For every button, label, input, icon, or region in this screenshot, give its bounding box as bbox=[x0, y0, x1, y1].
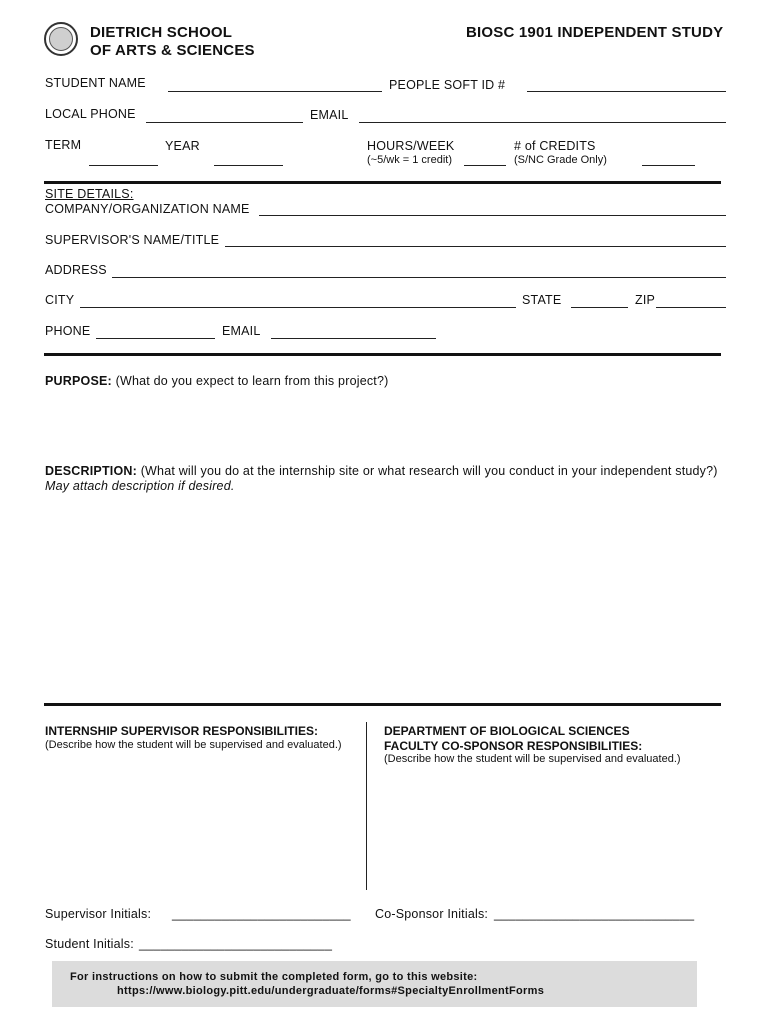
description-row bbox=[45, 464, 718, 478]
supervisor-responsibilities-title: INTERNSHIP SUPERVISOR RESPONSIBILITIES: bbox=[45, 724, 318, 738]
credits-note: (S/NC Grade Only) bbox=[514, 154, 607, 166]
description-label: DESCRIPTION: bbox=[45, 464, 137, 478]
footer-link[interactable]: https://www.biology.pitt.edu/undergraduate/forms#SpecialtyEnrollmentForms bbox=[117, 985, 545, 997]
supervisor-initials-label: Supervisor Initials: bbox=[45, 907, 152, 921]
site-details-heading: SITE DETAILS: bbox=[45, 187, 134, 201]
section-divider bbox=[44, 703, 721, 706]
peoplesoft-id-field[interactable] bbox=[527, 91, 726, 92]
local-phone-field[interactable] bbox=[146, 122, 303, 123]
zip-label: ZIP bbox=[635, 293, 656, 307]
cosponsor-initials-label: Co-Sponsor Initials: bbox=[375, 907, 489, 921]
footer-instructions-box bbox=[52, 961, 697, 1007]
address-label: ADDRESS bbox=[45, 263, 107, 277]
supervisor-responsibilities-prompt: (Describe how the student will be supervised and evaluated.) bbox=[45, 739, 342, 751]
form-title: BIOSC 1901 INDEPENDENT STUDY bbox=[466, 24, 724, 41]
zip-field[interactable] bbox=[656, 307, 726, 308]
term-field[interactable] bbox=[89, 165, 158, 166]
company-field[interactable] bbox=[259, 215, 726, 216]
description-prompt: (What will you do at the internship site or what research will you conduct in your independent study?) bbox=[140, 464, 718, 478]
site-email-field[interactable] bbox=[271, 338, 436, 339]
year-field[interactable] bbox=[214, 165, 283, 166]
column-divider bbox=[366, 722, 367, 890]
student-email-field[interactable] bbox=[359, 122, 726, 123]
hours-week-field[interactable] bbox=[464, 165, 506, 166]
credits-label: # of CREDITS bbox=[514, 139, 596, 153]
credits-field[interactable] bbox=[642, 165, 695, 166]
supervisor-field[interactable] bbox=[225, 246, 726, 247]
department-title: DEPARTMENT OF BIOLOGICAL SCIENCES bbox=[384, 724, 630, 738]
supervisor-label: SUPERVISOR'S NAME/TITLE bbox=[45, 233, 220, 247]
student-email-label: EMAIL bbox=[310, 108, 349, 122]
student-initials-label: Student Initials: bbox=[45, 937, 134, 951]
term-label: TERM bbox=[45, 138, 82, 152]
student-name-field[interactable] bbox=[168, 91, 382, 92]
city-label: CITY bbox=[45, 293, 75, 307]
footer-instructions-text: For instructions on how to submit the completed form, go to this website: bbox=[70, 971, 478, 983]
year-label: YEAR bbox=[165, 139, 200, 153]
supervisor-initials-field[interactable]: _________________________ bbox=[172, 907, 351, 921]
university-seal-icon bbox=[44, 22, 78, 56]
student-initials-field[interactable]: ___________________________ bbox=[139, 937, 333, 951]
purpose-label: PURPOSE: bbox=[45, 374, 112, 388]
student-name-label: STUDENT NAME bbox=[45, 76, 146, 90]
local-phone-label: LOCAL PHONE bbox=[45, 107, 136, 121]
state-label: STATE bbox=[522, 293, 562, 307]
address-field[interactable] bbox=[112, 277, 726, 278]
school-name-line2: OF ARTS & SCIENCES bbox=[90, 42, 255, 59]
purpose-row bbox=[45, 374, 389, 388]
site-phone-label: PHONE bbox=[45, 324, 91, 338]
peoplesoft-id-label: PEOPLE SOFT ID # bbox=[389, 78, 506, 92]
school-name-line1: DIETRICH SCHOOL bbox=[90, 24, 233, 41]
city-field[interactable] bbox=[80, 307, 516, 308]
hours-week-note: (~5/wk = 1 credit) bbox=[367, 154, 452, 166]
site-email-label: EMAIL bbox=[222, 324, 261, 338]
section-divider bbox=[44, 181, 721, 184]
company-label: COMPANY/ORGANIZATION NAME bbox=[45, 202, 250, 216]
hours-week-label: HOURS/WEEK bbox=[367, 139, 455, 153]
section-divider bbox=[44, 353, 721, 356]
site-phone-field[interactable] bbox=[96, 338, 215, 339]
state-field[interactable] bbox=[571, 307, 628, 308]
cosponsor-responsibilities-title: FACULTY CO-SPONSOR RESPONSIBILITIES: bbox=[384, 739, 643, 753]
description-note: May attach description if desired. bbox=[45, 479, 235, 493]
cosponsor-responsibilities-prompt: (Describe how the student will be supervised and evaluated.) bbox=[384, 753, 681, 765]
purpose-prompt: (What do you expect to learn from this project?) bbox=[115, 374, 389, 388]
cosponsor-initials-field[interactable]: ____________________________ bbox=[494, 907, 695, 921]
